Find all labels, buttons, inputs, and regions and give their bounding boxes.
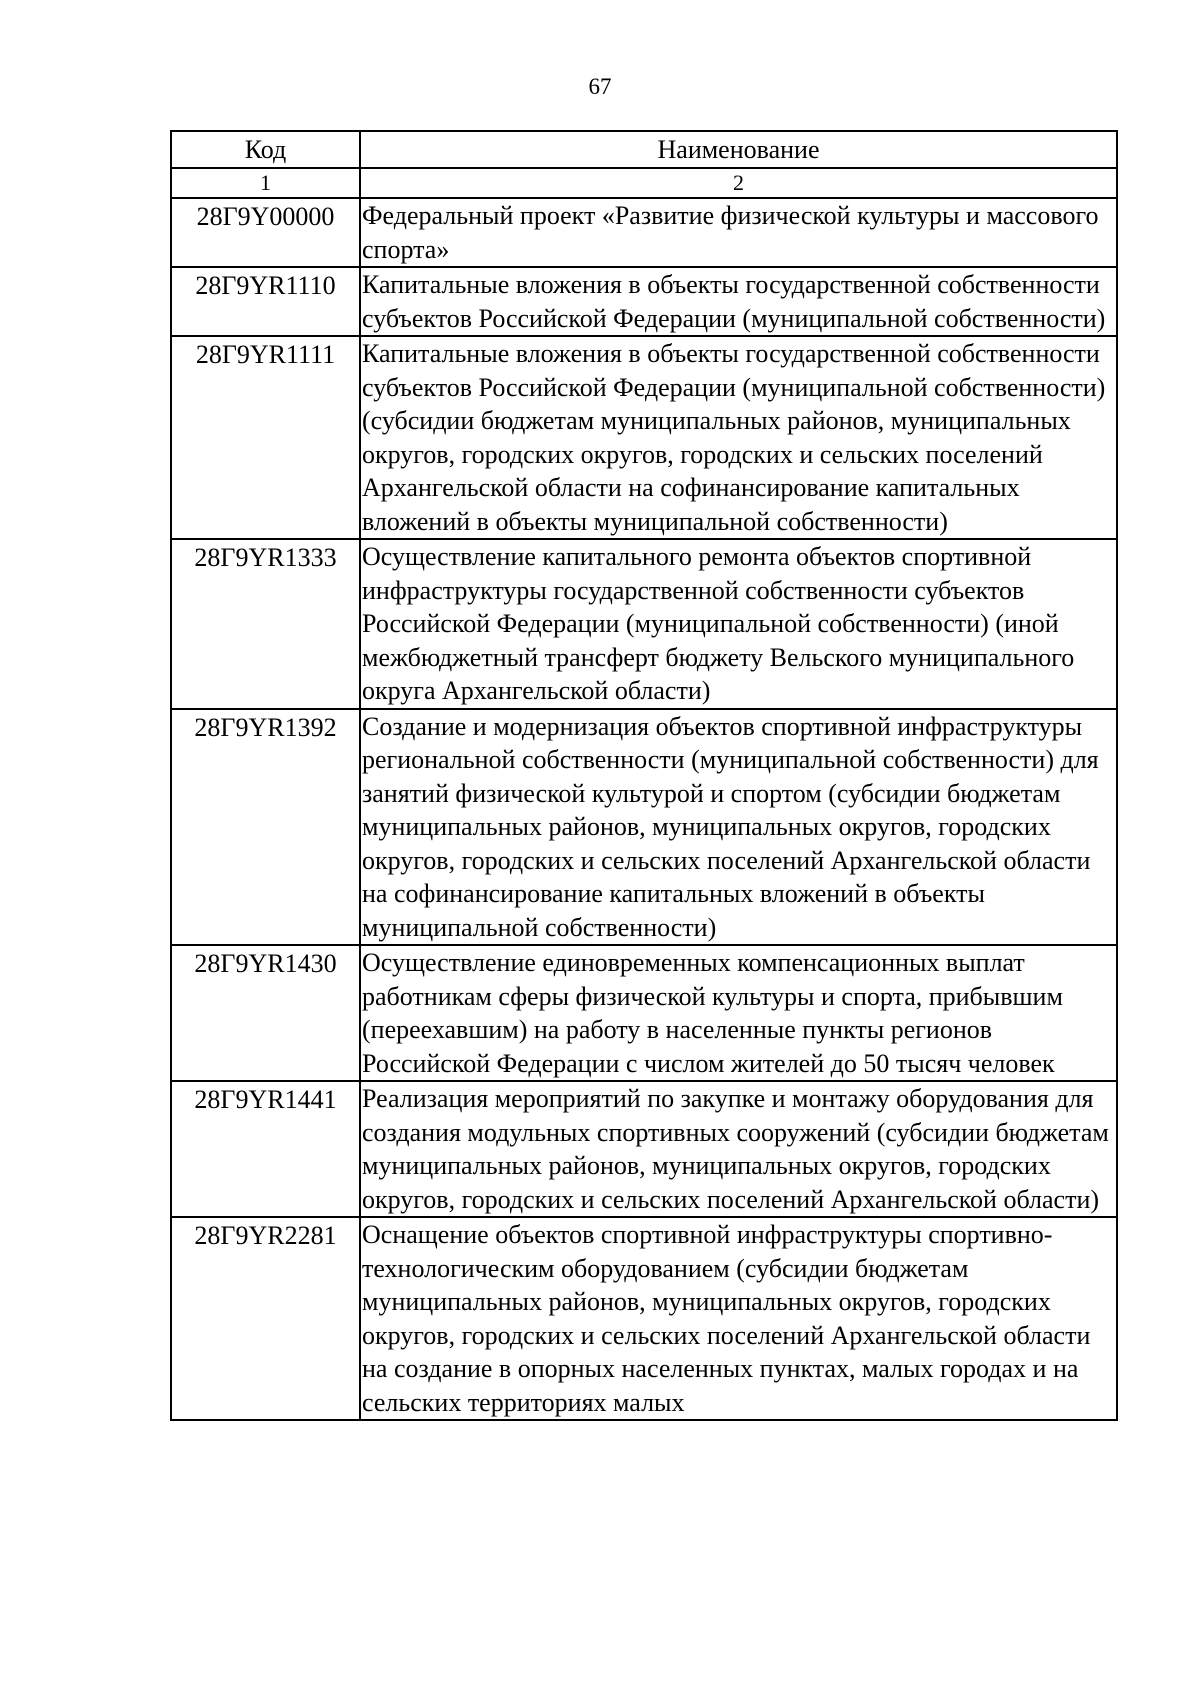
row-code: 28Г9YR1111 <box>171 336 360 539</box>
row-name: Федеральный проект «Развитие физической культуры и массового спорта» <box>360 198 1117 267</box>
row-code: 28Г9YR1430 <box>171 945 360 1081</box>
row-code: 28Г9YR1441 <box>171 1081 360 1217</box>
row-code: 28Г9YR1333 <box>171 539 360 709</box>
budget-classification-table <box>170 130 1118 1421</box>
row-name: Создание и модернизация объектов спортивной инфраструктуры региональной собственности (муниципальной собственности) для занятий физической культурой и спортом (субсидии бюджетам муниципальных районов, муниципальных округов, городских округов, городских и сельских поселений Архангельской области на софинансирование капитальных вложений в объекты муниципальной собственности) <box>360 709 1117 946</box>
page-number: 67 <box>588 74 612 99</box>
header-name: Наименование <box>360 131 1117 168</box>
table-row <box>171 709 1117 946</box>
row-code: 28Г9YR1392 <box>171 709 360 946</box>
row-name: Капитальные вложения в объекты государственной собственности субъектов Российской Федерации (муниципальной собственности) (субсидии бюджетам муниципальных районов, муниципальных округов, городских округов, городских и сельских поселений Архангельской области на софинансирование капитальных вложений в объекты муниципальной собственности) <box>360 336 1117 539</box>
table-row <box>171 336 1117 539</box>
column-number-code: 1 <box>171 168 360 198</box>
row-name: Осуществление единовременных компенсационных выплат работникам сферы физической культуры и спорта, прибывшим (переехавшим) на работу в населенные пункты регионов Российской Федерации с числом жителей до 50 тысяч человек <box>360 945 1117 1081</box>
column-number-name: 2 <box>360 168 1117 198</box>
row-name: Капитальные вложения в объекты государственной собственности субъектов Российской Федерации (муниципальной собственности) <box>360 267 1117 336</box>
table-row <box>171 1081 1117 1217</box>
row-name: Реализация мероприятий по закупке и монтажу оборудования для создания модульных спортивных сооружений (субсидии бюджетам муниципальных районов, муниципальных округов, городских округов, городских и сельских поселений Архангельской области) <box>360 1081 1117 1217</box>
row-name: Осуществление капитального ремонта объектов спортивной инфраструктуры государственной собственности субъектов Российской Федерации (муниципальной собственности) (иной межбюджетный трансферт бюджету Вельского муниципального округа Архангельской области) <box>360 539 1117 709</box>
header-code: Код <box>171 131 360 168</box>
row-name: Оснащение объектов спортивной инфраструктуры спортивно-технологическим оборудованием (субсидии бюджетам муниципальных районов, муниципальных округов, городских округов, городских и сельских поселений Архангельской области на создание в опорных населенных пунктах, малых городах и на сельских территориях малых <box>360 1217 1117 1420</box>
row-code: 28Г9Y00000 <box>171 198 360 267</box>
column-number-row <box>171 168 1117 198</box>
row-code: 28Г9YR2281 <box>171 1217 360 1420</box>
table-row <box>171 267 1117 336</box>
table-row <box>171 1217 1117 1420</box>
table-row <box>171 539 1117 709</box>
row-code: 28Г9YR1110 <box>171 267 360 336</box>
table-row <box>171 945 1117 1081</box>
table-header-row <box>171 131 1117 168</box>
table-row <box>171 198 1117 267</box>
